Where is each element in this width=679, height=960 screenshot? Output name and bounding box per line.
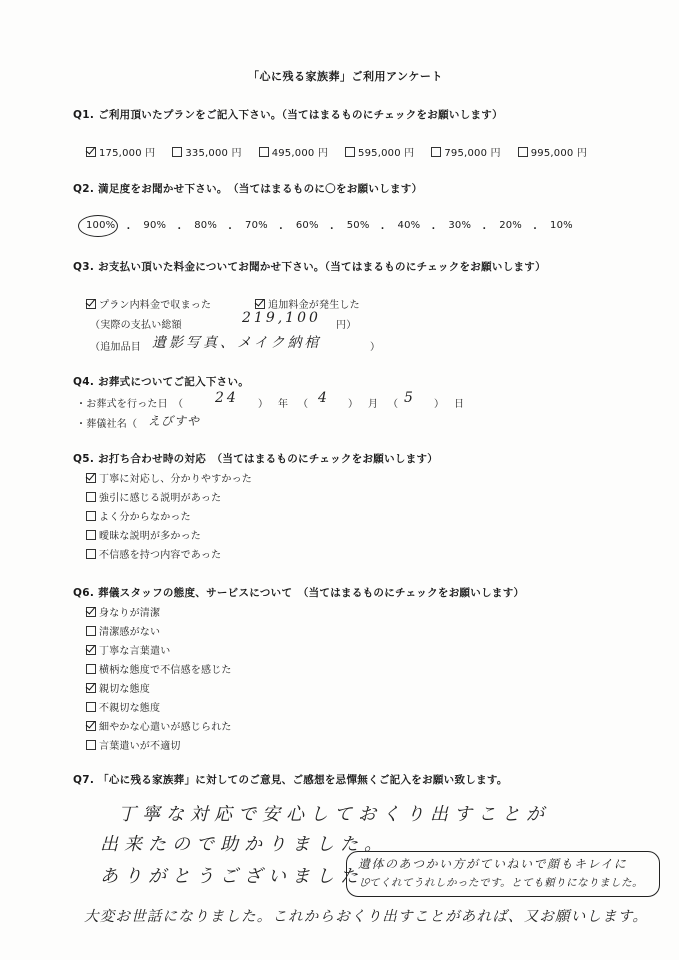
q6-option[interactable]: 身なりが清潔 — [86, 604, 160, 619]
q6-option[interactable]: 細やかな心遣いが感じられた — [86, 718, 232, 733]
q3-total-value[interactable]: 219,100 — [242, 310, 321, 326]
q3-items-value[interactable]: 遺影写真、メイク納棺 — [152, 335, 322, 351]
q2-options: 100% ・ 90% ・ 80% ・ 70% ・ 60% ・ 50% ・ 40% ・ 30% ・ 20% ・ 10% — [86, 220, 573, 235]
q1-option-175000[interactable]: 175,000 円 — [86, 144, 155, 159]
checkbox-checked-icon[interactable] — [86, 683, 96, 693]
q2-option[interactable]: 80% — [194, 220, 218, 231]
checkbox-icon[interactable] — [431, 147, 441, 157]
q2-option[interactable]: 70% — [245, 220, 268, 231]
q3-total-unit: 円） — [336, 320, 357, 331]
q1-options — [86, 144, 587, 159]
q7-note-line[interactable]: してくれてうれしかったです。とても頼りになりました。 — [358, 877, 644, 889]
q2-option[interactable]: 50% — [346, 220, 370, 231]
q7-note-line[interactable]: 遺体のあつかい方がていねいで顔もキレイに — [358, 857, 628, 871]
q3-items-close: ） — [370, 342, 381, 353]
q5-option[interactable]: 曖昧な説明が多かった — [86, 527, 201, 542]
q2-option[interactable]: 100% — [86, 220, 116, 231]
q2-option[interactable]: 10% — [550, 220, 573, 231]
checkbox-checked-icon[interactable] — [86, 147, 96, 157]
checkbox-icon[interactable] — [86, 511, 96, 521]
checkbox-icon[interactable] — [86, 702, 96, 712]
q1-question: Q1. ご利用頂いたプランをご記入下さい。（当てはまるものにチェックをお願いします） — [73, 109, 503, 121]
q3-items-label: （追加品目 — [90, 342, 141, 353]
checkbox-icon[interactable] — [345, 147, 355, 157]
page-title: 「心に残る家族葬」ご利用アンケート — [248, 70, 443, 83]
checkbox-checked-icon[interactable] — [86, 473, 96, 483]
q2-question: Q2. 満足度をお聞かせ下さい。 （当てはまるものに〇をお願いします） — [73, 183, 423, 195]
q3-question: Q3. お支払い頂いた料金についてお聞かせ下さい。（当てはまるものにチェックをお願いします） — [73, 261, 546, 273]
checkbox-icon[interactable] — [86, 626, 96, 636]
checkbox-checked-icon[interactable] — [86, 645, 96, 655]
q4-month-value[interactable]: 4 — [318, 390, 330, 406]
checkbox-icon[interactable] — [86, 549, 96, 559]
q6-option[interactable]: 清潔感がない — [86, 623, 160, 638]
q4-month-label: ）月（ — [348, 399, 408, 410]
q6-question: Q6. 葬儀スタッフの態度、サービスについて （当てはまるものにチェックをお願いします） — [73, 587, 525, 599]
checkbox-icon[interactable] — [172, 147, 182, 157]
q2-option[interactable]: 20% — [499, 220, 523, 231]
q4-question: Q4. お葬式についてご記入下さい。 — [73, 376, 250, 388]
q6-option[interactable]: 横柄な態度で不信感を感じた — [86, 661, 232, 676]
q6-option[interactable]: 不親切な態度 — [86, 699, 160, 714]
q7-answer-line[interactable]: 丁寧な対応で安心しておくり出すことが — [118, 804, 550, 825]
checkbox-icon[interactable] — [86, 740, 96, 750]
q4-year-value[interactable]: 24 — [215, 390, 239, 406]
checkbox-icon[interactable] — [518, 147, 528, 157]
q7-question: Q7. 「心に残る家族葬」に対してのご意見、ご感想を忌憚無くご記入をお願い致します。 — [73, 774, 508, 786]
checkbox-icon[interactable] — [86, 492, 96, 502]
q6-option[interactable]: 言葉遣いが不適切 — [86, 737, 181, 752]
q1-option-335000[interactable]: 335,000 円 — [172, 144, 241, 159]
q4-date-label: ・お葬式を行った日 （ — [76, 399, 184, 410]
q5-option[interactable]: よく分からなかった — [86, 508, 191, 523]
q1-option-995000[interactable]: 995,000 円 — [518, 144, 587, 159]
q3-option-plan[interactable]: プラン内料金で収まった — [86, 296, 211, 311]
q5-option[interactable]: 強引に感じる説明があった — [86, 489, 221, 504]
checkbox-checked-icon[interactable] — [86, 607, 96, 617]
q5-option[interactable]: 丁寧に対応し、分かりやすかった — [86, 470, 252, 485]
checkbox-icon[interactable] — [86, 530, 96, 540]
q1-option-495000[interactable]: 495,000 円 — [259, 144, 328, 159]
q4-year-label: ）年（ — [258, 399, 318, 410]
q1-option-595000[interactable]: 595,000 円 — [345, 144, 414, 159]
checkbox-checked-icon[interactable] — [255, 299, 265, 309]
q1-option-795000[interactable]: 795,000 円 — [431, 144, 500, 159]
q4-company-label: ・葬儀社名（ — [76, 419, 138, 430]
q7-answer-line[interactable]: ありがとうございました。 — [100, 866, 388, 887]
q4-day-label: ）日 — [434, 399, 474, 410]
q2-option[interactable]: 60% — [295, 220, 319, 231]
checkbox-checked-icon[interactable] — [86, 721, 96, 731]
q4-company-value[interactable]: えびすや — [148, 414, 201, 428]
checkbox-checked-icon[interactable] — [86, 299, 96, 309]
q6-option[interactable]: 親切な態度 — [86, 680, 150, 695]
q2-option[interactable]: 40% — [397, 220, 421, 231]
checkbox-icon[interactable] — [86, 664, 96, 674]
q2-option[interactable]: 30% — [448, 220, 472, 231]
q7-answer-line[interactable]: 出来たので助かりました。 — [100, 834, 388, 855]
q3-option-extra[interactable]: 追加料金が発生した — [255, 296, 360, 311]
checkbox-icon[interactable] — [259, 147, 269, 157]
q5-option[interactable]: 不信感を持つ内容であった — [86, 546, 221, 561]
q3-total-label: （実際の支払い総額 — [90, 320, 182, 331]
q6-option[interactable]: 丁寧な言葉遣い — [86, 642, 170, 657]
q4-day-value[interactable]: 5 — [404, 390, 416, 406]
q5-question: Q5. お打ち合わせ時の対応 （当てはまるものにチェックをお願いします） — [73, 453, 439, 465]
q7-answer-line[interactable]: 大変お世話になりました。これからおくり出すことがあれば、又お願いします。 — [84, 909, 649, 925]
q2-option[interactable]: 90% — [143, 220, 167, 231]
